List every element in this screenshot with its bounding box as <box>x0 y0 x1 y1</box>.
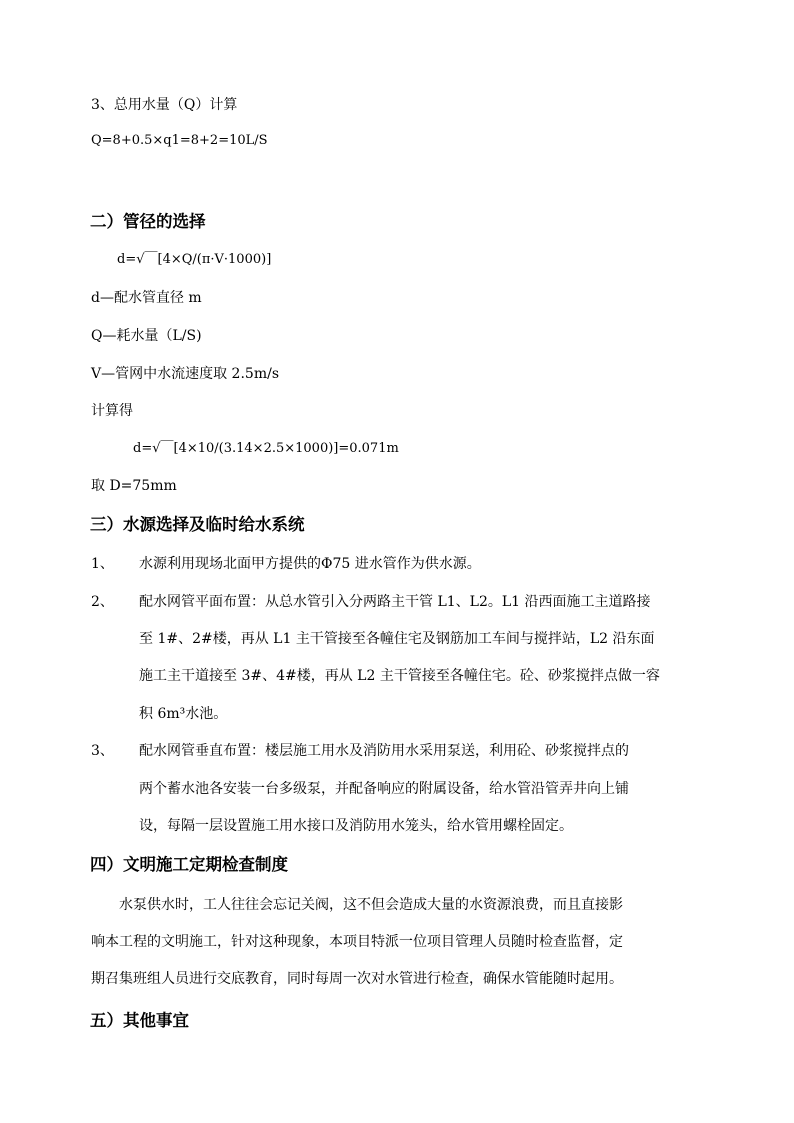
list-item-number: 1、 <box>91 556 114 572</box>
heading-inspection: 四）文明施工定期检查制度 <box>90 855 288 874</box>
take-diameter: 取 D=75mm <box>91 478 177 494</box>
definition-q: Q—耗水量（L/S) <box>91 328 202 344</box>
section3-title: 3、总用水量（Q）计算 <box>91 97 238 113</box>
q-formula: Q=8+0.5×q1=8+2=10L/S <box>91 133 268 148</box>
diameter-formula: d=√￣[4×Q/(π·V·1000)] <box>117 252 272 267</box>
calc-label: 计算得 <box>91 403 133 419</box>
list-item-line: 施工主干道接至 3#、4#楼，再从 L2 主干管接至各幢住宅。砼、砂浆搅拌点做一容 <box>139 668 660 684</box>
heading-pipe-diameter: 二）管径的选择 <box>90 212 206 231</box>
list-item-line: 水源利用现场北面甲方提供的Φ75 进水管作为供水源。 <box>139 556 481 572</box>
list-item-line: 积 6m³水池。 <box>139 706 228 722</box>
definition-v: V—管网中水流速度取 2.5m/s <box>91 366 280 382</box>
list-item-line: 配水网管平面布置：从总水管引入分两路主干管 L1、L2。L1 沿西面施工主道路接 <box>139 594 651 610</box>
heading-water-source: 三）水源选择及临时给水系统 <box>90 515 305 534</box>
definition-d: d—配水管直径 m <box>91 290 202 306</box>
heading-other-matters: 五）其他事宜 <box>90 1011 189 1030</box>
paragraph-line: 水泵供水时，工人往往会忘记关阀，这不但会造成大量的水资源浪费，而且直接影 <box>119 897 623 913</box>
list-item-line: 配水网管垂直布置：楼层施工用水及消防用水采用泵送，利用砼、砂浆搅拌点的 <box>139 743 629 759</box>
paragraph-line: 响本工程的文明施工，针对这种现象，本项目特派一位项目管理人员随时检查监督，定 <box>91 934 623 950</box>
list-item-line: 设，每隔一层设置施工用水接口及消防用水笼头，给水管用螺栓固定。 <box>139 818 573 834</box>
list-item-number: 3、 <box>91 743 114 759</box>
list-item-line: 至 1#、2#楼，再从 L1 主干管接至各幢住宅及钢筋加工车间与搅拌站，L2 沿东面 <box>139 631 655 647</box>
list-item-number: 2、 <box>91 594 114 610</box>
paragraph-line: 期召集班组人员进行交底教育，同时每周一次对水管进行检查，确保水管能随时起用。 <box>91 971 623 987</box>
list-item-line: 两个蓄水池各安装一台多级泵，并配备响应的附属设备，给水管沿管弄井向上铺 <box>139 781 629 797</box>
diameter-calculation: d=√￣[4×10/(3.14×2.5×1000)]=0.071m <box>133 441 399 456</box>
